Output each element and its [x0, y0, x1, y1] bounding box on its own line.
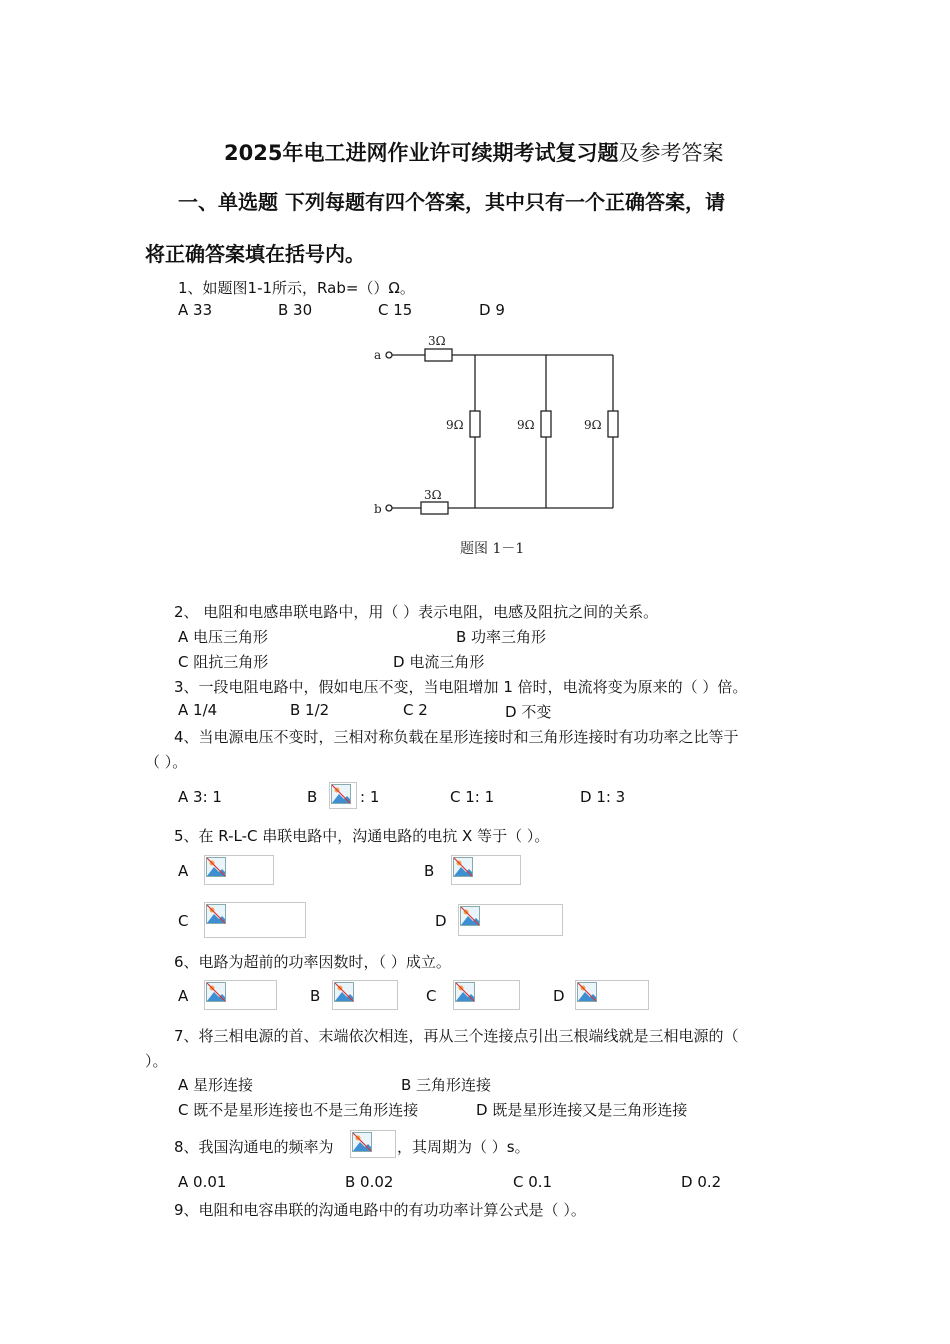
question-7-text-line1: 7、将三相电源的首、末端依次相连，再从三个连接点引出三根端线就是三相电源的（: [174, 1027, 739, 1045]
q6-label-a: A: [178, 987, 189, 1005]
resistor-top: [425, 349, 452, 361]
label-r-parallel-2: 9Ω: [517, 418, 535, 432]
q2-option-d: D 电流三角形: [393, 653, 485, 671]
question-5-text: 5、在 R-L-C 串联电路中，沟通电路的电抗 X 等于（ ）。: [174, 827, 550, 845]
question-8-prefix: 8、我国沟通电的频率为: [174, 1138, 334, 1156]
q3-option-d: D 不变: [505, 703, 552, 721]
q4-option-a: A 3: 1: [178, 788, 222, 806]
question-6-text: 6、电路为超前的功率因数时，（ ）成立。: [174, 953, 451, 971]
q4-option-b-image: [329, 782, 357, 809]
q4-option-b-ratio: : 1: [360, 788, 380, 806]
q4-option-c: C 1: 1: [450, 788, 495, 806]
question-2-text: 2、 电阻和电感串联电路中，用（ ）表示电阻，电感及阻抗之间的关系。: [174, 603, 659, 621]
q7-option-d: D 既是星形连接又是三角形连接: [476, 1101, 688, 1119]
q5-label-b: B: [424, 862, 435, 880]
page-title: [224, 137, 723, 167]
question-8-suffix: ，其周期为（ ）s。: [397, 1138, 530, 1156]
q8-frequency-image: [350, 1130, 396, 1158]
q6-label-b: B: [310, 987, 321, 1005]
q5-label-a: A: [178, 862, 189, 880]
image-placeholder-icon: [331, 784, 351, 804]
q8-option-c: C 0.1: [513, 1173, 553, 1191]
q5-label-c: C: [178, 912, 189, 930]
resistor-parallel-1: [470, 411, 480, 437]
image-placeholder-icon: [334, 982, 354, 1002]
question-1-text: 1、如题图1-1所示，Rab=（）Ω。: [178, 279, 415, 297]
question-3-text: 3、一段电阻电路中，假如电压不变，当电阻增加 1 倍时，电流将变为原来的（ ）倍。: [174, 678, 748, 696]
question-4-text-line2: （ ）。: [145, 753, 188, 771]
q3-option-c: C 2: [403, 701, 428, 719]
q6-label-c: C: [426, 987, 437, 1005]
figure-caption: 题图 1－1: [460, 541, 525, 557]
q3-option-a: A 1/4: [178, 701, 218, 719]
q1-option-d: D 9: [479, 301, 505, 319]
q1-option-b: B 30: [278, 301, 313, 319]
q6-option-a-image: [204, 980, 277, 1010]
label-r-parallel-1: 9Ω: [446, 418, 464, 432]
q5-option-a-image: [204, 855, 274, 885]
label-node-b: b: [374, 502, 382, 516]
q2-option-c: C 阻抗三角形: [178, 653, 269, 671]
q2-option-a: A 电压三角形: [178, 628, 269, 646]
q5-option-b-image: [451, 855, 521, 885]
q8-option-b: B 0.02: [345, 1173, 394, 1191]
title-bold: 2025年电工进网作业许可续期考试复习题: [224, 141, 619, 165]
resistor-bottom: [421, 502, 448, 514]
q4-option-d: D 1: 3: [580, 788, 626, 806]
q8-option-a: A 0.01: [178, 1173, 227, 1191]
q5-option-d-image: [458, 904, 563, 936]
q5-option-c-image: [204, 902, 306, 938]
q1-option-c: C 15: [378, 301, 413, 319]
question-4-text-line1: 4、当电源电压不变时，三相对称负载在星形连接时和三角形连接时有功功率之比等于: [174, 728, 739, 746]
circuit-diagram: [368, 330, 628, 565]
q5-label-d: D: [435, 912, 447, 930]
q4-option-b: B: [307, 788, 318, 806]
label-r-top: 3Ω: [428, 334, 446, 348]
terminal-a: [386, 352, 392, 358]
q3-option-b: B 1/2: [290, 701, 330, 719]
question-7-text-line2: ）。: [145, 1052, 168, 1070]
resistor-parallel-3: [608, 411, 618, 437]
image-placeholder-icon: [453, 857, 473, 877]
image-placeholder-icon: [206, 904, 226, 924]
resistor-parallel-2: [541, 411, 551, 437]
label-r-parallel-3: 9Ω: [584, 418, 602, 432]
image-placeholder-icon: [206, 982, 226, 1002]
question-9-text: 9、电阻和电容串联的沟通电路中的有功功率计算公式是（ ）。: [174, 1201, 586, 1219]
q2-option-b: B 功率三角形: [456, 628, 547, 646]
q7-option-c: C 既不是星形连接也不是三角形连接: [178, 1101, 419, 1119]
section-heading-line1: 一、单选题 下列每题有四个答案，其中只有一个正确答案，请: [178, 190, 725, 214]
title-normal: 及参考答案: [618, 141, 724, 165]
q6-option-c-image: [453, 980, 520, 1010]
q7-option-a: A 星形连接: [178, 1076, 254, 1094]
q6-label-d: D: [553, 987, 565, 1005]
label-node-a: a: [374, 348, 382, 362]
q6-option-b-image: [332, 980, 398, 1010]
section-heading-line2: 将正确答案填在括号内。: [145, 242, 365, 266]
image-placeholder-icon: [460, 906, 480, 926]
label-r-bottom: 3Ω: [424, 488, 442, 502]
terminal-b: [386, 505, 392, 511]
image-placeholder-icon: [352, 1132, 372, 1152]
image-placeholder-icon: [206, 857, 226, 877]
q1-option-a: A 33: [178, 301, 213, 319]
q8-option-d: D 0.2: [681, 1173, 722, 1191]
image-placeholder-icon: [455, 982, 475, 1002]
q6-option-d-image: [575, 980, 649, 1010]
q7-option-b: B 三角形连接: [401, 1076, 492, 1094]
image-placeholder-icon: [577, 982, 597, 1002]
